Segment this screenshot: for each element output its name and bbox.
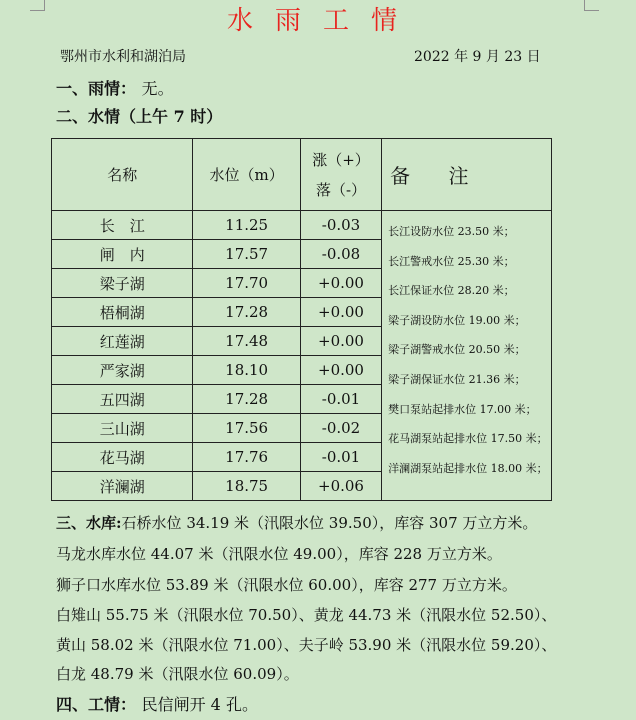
station-name: 红莲湖 [52,327,193,356]
water-level: 18.75 [193,472,300,501]
report-date: 2022 年 9 月 23 日 [414,49,541,65]
station-name: 洋澜湖 [52,472,193,501]
reservoir-line-6: 白龙 48.79 米（汛限水位 60.09）。 [56,665,299,683]
remark-item: 洋澜湖泵站起排水位 18.00 米； [388,461,548,475]
level-change: -0.08 [300,240,381,269]
remark-item: 长江警戒水位 25.30 米； [388,254,515,268]
station-name: 梁子湖 [52,269,193,298]
level-change: +0.00 [300,298,381,327]
reservoir-line-4: 白雉山 55.75 米（汛限水位 70.50）、黄龙 44.73 米（汛限水位 52.50）、 [56,606,557,624]
reservoir-line-2: 马龙水库水位 44.07 米（汛限水位 49.00），库容 228 万立方米。 [56,545,502,563]
level-change: +0.00 [300,356,381,385]
table-header-row [52,139,552,211]
work-section [56,692,258,715]
water-level: 17.70 [193,269,300,298]
station-name: 五四湖 [52,385,193,414]
water-level: 18.10 [193,356,300,385]
rain-value: 无。 [141,79,174,98]
station-name: 花马湖 [52,443,193,472]
level-change: -0.01 [300,443,381,472]
remark-item: 樊口泵站起排水位 17.00 米； [388,402,537,416]
remarks-cell [382,211,552,501]
reservoir-heading: 三、水库: [56,514,122,532]
document-title: 水雨工情 [226,6,419,36]
station-name: 长 江 [52,211,193,240]
rain-heading: 一、雨情： [56,79,137,98]
reservoir-line-1 [56,512,537,533]
work-value: 民信闸开 4 孔。 [141,695,258,714]
remark-item: 梁子湖设防水位 19.00 米； [388,313,526,327]
water-level: 17.28 [193,298,300,327]
water-level: 17.48 [193,327,300,356]
water-level: 17.57 [193,240,300,269]
level-change: -0.03 [300,211,381,240]
header-change-label: 涨（+）落（-） [312,150,370,199]
reservoir-text: 石桥水位 34.19 米（汛限水位 39.50），库容 307 万立方米。 [121,514,538,532]
remark-item: 梁子湖保证水位 21.36 米； [388,372,526,386]
water-heading: 二、水情（上午 7 时） [56,107,223,126]
station-name: 严家湖 [52,356,193,385]
header-name: 名称 [52,139,193,211]
remark-item: 长江保证水位 28.20 米； [388,284,515,298]
level-change: +0.00 [300,269,381,298]
water-level: 11.25 [193,211,300,240]
remark-item: 花马湖泵站起排水位 17.50 米； [388,432,548,446]
water-level: 17.28 [193,385,300,414]
remark-item: 梁子湖警戒水位 20.50 米； [388,343,526,357]
station-name: 梧桐湖 [52,298,193,327]
rain-section [56,76,174,99]
work-heading: 四、工情： [56,695,137,714]
station-name: 三山湖 [52,414,193,443]
water-level: 17.56 [193,414,300,443]
level-change: -0.02 [300,414,381,443]
organization: 鄂州市水利和湖泊局 [60,49,186,65]
header-change [300,139,381,211]
level-change: -0.01 [300,385,381,414]
reservoir-line-3: 狮子口水库水位 53.89 米（汛限水位 60.00），库容 277 万立方米。 [56,576,517,594]
reservoir-line-5: 黄山 58.02 米（汛限水位 71.00）、夫子岭 53.90 米（汛限水位 59.20）、 [56,636,557,654]
table-row [52,211,552,240]
remark-item: 长江设防水位 23.50 米； [388,225,515,238]
station-name: 闸 内 [52,240,193,269]
level-change: +0.00 [300,327,381,356]
water-level-table [51,138,552,501]
header-level: 水位（m） [193,139,300,211]
water-level: 17.76 [193,443,300,472]
header-remarks: 备 注 [382,139,552,211]
level-change: +0.06 [300,472,381,501]
